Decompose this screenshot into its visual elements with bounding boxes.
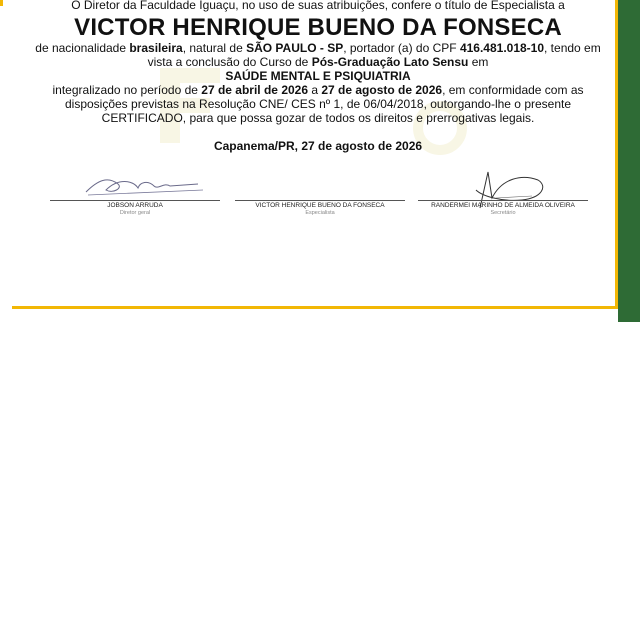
corner-accent	[0, 0, 3, 6]
certificate-body	[20, 0, 616, 153]
text: a	[308, 83, 322, 97]
text: , natural de	[182, 41, 247, 55]
signature-line	[235, 200, 405, 201]
director-signature	[78, 170, 208, 200]
text: integralizado no período de	[52, 83, 202, 97]
start-date: 27 de abril de 2026	[201, 83, 309, 97]
signer-role: Especialista	[305, 210, 335, 216]
course-name: SAÚDE MENTAL E PSIQUIATRIA	[225, 69, 411, 83]
yellow-border-bottom	[12, 306, 616, 309]
course-type: Pós-Graduação Lato Sensu	[311, 55, 469, 69]
period-line	[20, 83, 616, 97]
course-line	[20, 55, 616, 69]
text: , em conformidade com as	[442, 83, 584, 97]
certificate-page	[0, 0, 640, 310]
intro-text: O Diretor da Faculdade Iguaçu, no uso de suas atribuições, confere o título de Especialista a	[71, 0, 565, 12]
signature-line	[50, 200, 220, 201]
text: , tendo em	[544, 41, 601, 55]
signer-role: Secretário	[490, 210, 516, 216]
signer-name: JOBSON ARRUDA	[107, 202, 163, 209]
place-date: Capanema/PR, 27 de agosto de 2026	[213, 139, 423, 153]
nationality-line	[20, 41, 616, 55]
rights-line: CERTIFICADO, para que possa gozar de todos os direitos e prerrogativas legais.	[101, 111, 535, 125]
signature-specialist	[235, 200, 405, 217]
text: de nacionalidade	[35, 41, 130, 55]
text: em	[468, 55, 489, 69]
signer-name: VICTOR HENRIQUE BUENO DA FONSECA	[255, 202, 385, 209]
signature-line	[418, 200, 588, 201]
nationality: brasileira	[129, 41, 183, 55]
signature-director	[50, 200, 220, 217]
signature-secretary	[418, 200, 588, 217]
birthplace: SÃO PAULO - SP	[246, 41, 344, 55]
cpf-number: 416.481.018-10	[459, 41, 545, 55]
end-date: 27 de agosto de 2026	[321, 83, 443, 97]
recipient-name: VICTOR HENRIQUE BUENO DA FONSECA	[74, 14, 562, 41]
resolution-line: disposições previstas na Resolução CNE/ CES nº 1, de 06/04/2018, outorgando-lhe o presente	[64, 97, 572, 111]
text: , portador (a) do CPF	[343, 41, 460, 55]
signer-role: Diretor geral	[119, 210, 151, 216]
signer-name: RANDERMEI MARINHO DE ALMEIDA OLIVEIRA	[431, 202, 575, 209]
signature-row	[50, 200, 590, 240]
text: vista a conclusão do Curso de	[147, 55, 312, 69]
green-side-band	[618, 0, 640, 322]
